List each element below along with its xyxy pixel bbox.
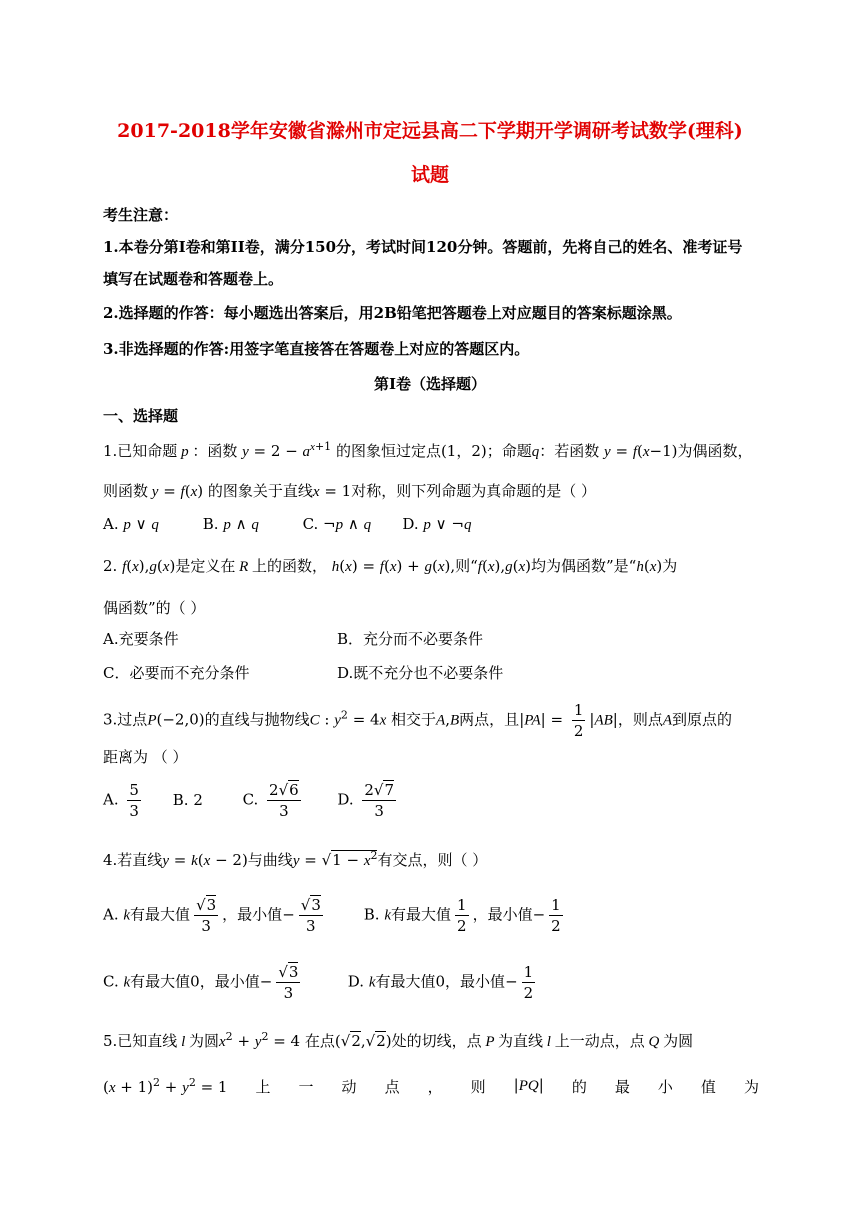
question-2-line1: 2. f(x),g(x)是定义在 R 上的函数， h(x) = f(x) + g(x),则“f(x),g(x)均为偶函数”是“h(x)为 (103, 557, 678, 575)
question-2-option-c: C．必要而不充分条件 (103, 664, 250, 682)
question-3-options: A. $\frac{5}{3}$ B. 2 C. $\frac{2√6}{3}$ D. $\frac{2√7}{3}$ (103, 781, 395, 820)
question-2-option-a: A.充要条件 (103, 630, 179, 648)
question-4-options-ab: A. k有最大值 $\frac{√3}{3}$ ，最小值− $\frac{√3}{3}$ B. k有最大值 $\frac{1}{2}$ ，最小值− $\frac{1}{2}$ (103, 896, 561, 935)
question-4-options-cd: C. k有最大值0，最小值− $\frac{√3}{3}$ D. k有最大值0，最小值− $\frac{1}{2}$ (103, 963, 534, 1002)
notice-heading: 考生注意： (103, 206, 179, 224)
question-5-line1: 5.已知直线 l 为圆$x^2 + y^2 = 4$ 在点(√2,√2)处的切线，点 P 为直线 l 上一动点，点 Q 为圆 (103, 1030, 694, 1050)
question-1-options: A. p ∨ q B. p ∧ q C. ¬p ∧ q D. p ∨ ¬q (103, 515, 472, 533)
question-1-line2: 则函数 y = f(x) 的图象关于直线x = 1对称，则下列命题为真命题的是（ ） (103, 482, 596, 500)
notice-item-3: 3.非选择题的作答:用签字笔直接答在答题卷上对应的答题区内。 (103, 340, 530, 358)
question-3-line2: 距离为 （ ） (103, 748, 188, 766)
question-5-line2: $(x + 1)^2 + y^2 = 1$ 上 一 动 点 ， 则 |PQ| 的 最 小 值 为 (103, 1076, 759, 1096)
notice-item-1b: 填写在试题卷和答题卷上。 (103, 270, 284, 288)
section-heading: 一、选择题 (103, 407, 179, 425)
exam-title-line1: 2017-2018学年安徽省滁州市定远县高二下学期开学调研考试数学(理科) (117, 120, 743, 142)
volume-heading: 第Ⅰ卷（选择题） (373, 375, 487, 393)
question-2-option-d: D.既不充分也不必要条件 (337, 664, 504, 682)
question-2-line2: 偶函数”的（ ） (103, 599, 206, 617)
question-1-line1: 1.已知命题 p ：函数 $y = 2 - a^{x+1}$ 的图象恒过定点(1，2)；命题q：若函数 y = f(x−1)为偶函数， (103, 440, 753, 460)
exam-title-line2: 试题 (410, 164, 449, 186)
question-3-line1: 3.过点P(−2,0)的直线与抛物线C : $y^2 = 4x$ 相交于A,B两点，且|PA| = $\frac{1}{2}$ |AB|，则点A到原点的 (103, 701, 733, 740)
notice-item-2: 2.选择题的作答：每小题选出答案后，用2B铅笔把答题卷上对应题目的答案标题涂黑。 (103, 304, 682, 322)
notice-item-1a: 1.本卷分第Ⅰ卷和第II卷，满分150分，考试时间120分钟。答题前，先将自己的姓名、准考证号 (103, 238, 743, 256)
question-2-option-b: B．充分而不必要条件 (337, 630, 484, 648)
question-4-line1: 4.若直线y = k(x − 2)与曲线$y = √1 - x^2$有交点，则（ ） (103, 849, 488, 869)
